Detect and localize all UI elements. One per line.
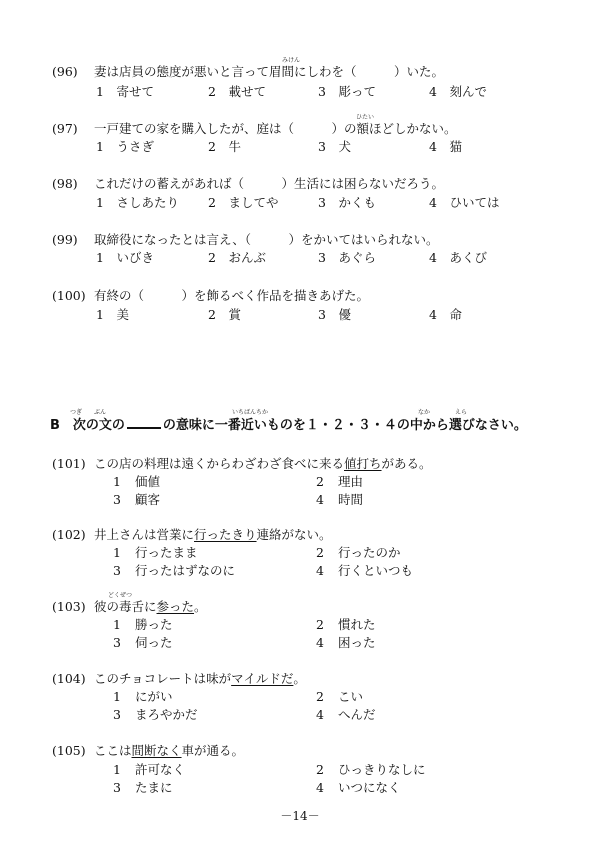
question-text: 有終の（ ）を飾るべく作品を描きあげた。 xyxy=(94,288,370,303)
option: 4 刻んで xyxy=(429,84,487,99)
question-97 xyxy=(52,121,457,137)
option: 4 時間 xyxy=(316,492,364,507)
question-number: (101) xyxy=(52,456,86,471)
option: 1 いびき xyxy=(96,250,154,265)
option: 1 行ったまま xyxy=(113,545,198,560)
question-text: この店の料理は遠くからわざわざ食べに来る xyxy=(94,456,345,471)
question-99 xyxy=(52,232,439,248)
question-100 xyxy=(52,288,369,304)
question-number: (98) xyxy=(52,176,78,191)
option: 2 賞 xyxy=(208,307,241,322)
furigana: いちばんちか xyxy=(232,409,269,416)
question-text: 連絡がない。 xyxy=(256,527,332,542)
option: 1 価値 xyxy=(113,474,161,489)
furigana: えら xyxy=(455,409,468,416)
option: 4 困った xyxy=(316,635,376,650)
heading-suffix: の意味に一番近いものを１・２・３・４の中から選びなさい。 xyxy=(162,418,527,433)
underlined-phrase: 参った xyxy=(156,599,195,614)
option: 2 慣れた xyxy=(316,617,376,632)
question-text: 井上さんは営業に xyxy=(94,527,195,542)
question-105 xyxy=(52,743,244,759)
question-text: ここは xyxy=(94,743,132,758)
option: 3 伺った xyxy=(113,635,173,650)
furigana: どくぜつ xyxy=(108,592,133,599)
question-104 xyxy=(52,671,306,687)
blank-underline xyxy=(127,416,161,429)
option: 3 たまに xyxy=(113,780,173,795)
question-text: 彼の毒舌に xyxy=(94,599,157,614)
option: 1 美 xyxy=(96,307,129,322)
furigana: なか xyxy=(418,409,431,416)
option: 2 おんぶ xyxy=(208,250,266,265)
option: 1 許可なく xyxy=(113,762,186,777)
option: 2 こい xyxy=(316,689,364,704)
question-98 xyxy=(52,176,444,192)
option: 3 犬 xyxy=(318,139,351,154)
question-text: 。 xyxy=(194,599,207,614)
option: 2 行ったのか xyxy=(316,545,401,560)
option: 4 あくび xyxy=(429,250,487,265)
option: 1 勝った xyxy=(113,617,173,632)
page-number: －14－ xyxy=(280,809,320,823)
option: 2 牛 xyxy=(208,139,241,154)
question-text: 一戸建ての家を購入したが、庭は（ ）の額ほどしかない。 xyxy=(94,121,457,136)
question-number: (102) xyxy=(52,527,86,542)
option: 2 載せて xyxy=(208,84,266,99)
option: 3 彫って xyxy=(318,84,376,99)
underlined-phrase: 間断なく xyxy=(131,743,182,758)
option: 4 命 xyxy=(429,307,462,322)
option: 1 うさぎ xyxy=(96,139,154,154)
heading-prefix: B 次の文の xyxy=(50,418,125,433)
option: 1 寄せて xyxy=(96,84,154,99)
option: 3 かくも xyxy=(318,195,376,210)
furigana: みけん xyxy=(282,57,301,64)
furigana: つぎ xyxy=(70,409,83,416)
underlined-phrase: 行ったきり xyxy=(194,527,257,542)
question-text: がある。 xyxy=(381,456,432,471)
option: 2 理由 xyxy=(316,474,364,489)
option: 2 ましてや xyxy=(208,195,279,210)
furigana: ひたい xyxy=(356,114,375,121)
option: 4 ひいては xyxy=(429,195,500,210)
question-number: (99) xyxy=(52,232,78,247)
option: 4 猫 xyxy=(429,139,462,154)
option: 4 行くといつも xyxy=(316,563,414,578)
question-101 xyxy=(52,456,432,472)
option: 3 あぐら xyxy=(318,250,376,265)
furigana: ぶん xyxy=(94,409,107,416)
question-102 xyxy=(52,527,332,543)
question-number: (96) xyxy=(52,64,78,79)
question-number: (103) xyxy=(52,599,86,614)
option: 3 まろやかだ xyxy=(113,707,198,722)
option: 2 ひっきりなしに xyxy=(316,762,426,777)
section-b-heading xyxy=(50,416,527,434)
question-text: 車が通る。 xyxy=(181,743,245,758)
option: 1 さしあたり xyxy=(96,195,179,210)
option: 3 行ったはずなのに xyxy=(113,563,236,578)
option: 4 へんだ xyxy=(316,707,376,722)
question-number: (100) xyxy=(52,288,86,303)
question-text: このチョコレートは味が xyxy=(94,671,232,686)
question-103 xyxy=(52,599,207,615)
option: 1 にがい xyxy=(113,689,173,704)
question-text: 。 xyxy=(293,671,306,686)
underlined-phrase: 値打ち xyxy=(344,456,382,471)
question-number: (105) xyxy=(52,743,86,758)
question-number: (97) xyxy=(52,121,78,136)
question-text: 取締役になったとは言え、（ ）をかいてはいられない。 xyxy=(94,232,439,247)
question-96 xyxy=(52,64,444,80)
option: 4 いつになく xyxy=(316,780,401,795)
question-number: (104) xyxy=(52,671,86,686)
question-text: これだけの蓄えがあれば（ ）生活には困らないだろう。 xyxy=(94,176,445,191)
question-text: 妻は店員の態度が悪いと言って眉間にしわを（ ）いた。 xyxy=(94,64,445,79)
option: 3 顧客 xyxy=(113,492,161,507)
underlined-phrase: マイルドだ xyxy=(231,671,294,686)
option: 3 優 xyxy=(318,307,351,322)
